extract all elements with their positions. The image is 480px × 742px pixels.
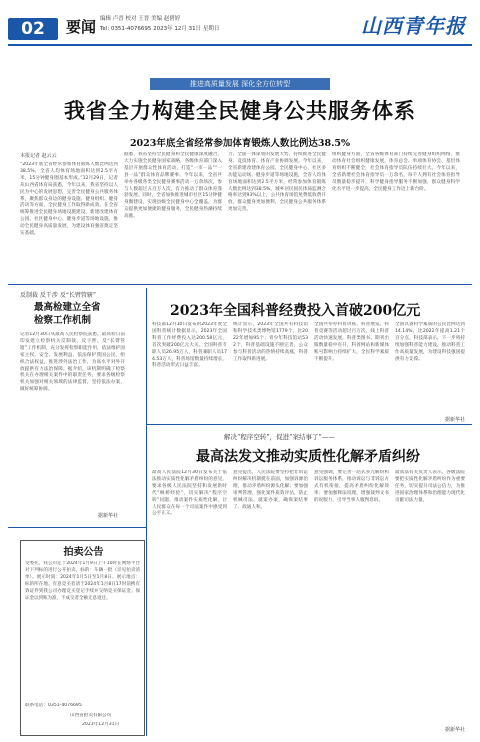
sidebar-article xyxy=(20,290,125,520)
article1-kicker: 推进高质量发展 深化全方位转型 xyxy=(150,78,330,90)
sidebar-body: 记者12月30日从最高人民检察院获悉，最高检日前印发建立检察机关反制裁、反干涉、反“长臂管辖”工作机制，充分发挥检察职能作用，依法维护国家主权、安全、发展利益，依法保护我国公民、组织合法权益，推进涉外法治工作，为高水平对外开放提供有力法治保障。据介绍，该机制明确了检察机关在办理相关案件中的职责任务，要求各级检察机关加强对相关领域的法律监督，坚持依法办案，做好统筹协调。 xyxy=(20,332,125,393)
notice-body: 受委托，我公司定于2024年1月9日上午10时在网络平台对下列标的进行公开拍卖。标的：车辆一批（详见拍卖清单）。展示时间：2024年1月5日至1月8日。展示地点：标的所在地。有意竞买者请于2024年1月8日17时前携有效证件到我公司办理竞买登记手续并交纳竞买保证金。保证金以到账为准，不成交者全额无息退还。 xyxy=(25,561,140,601)
article1-col2: 据悉，我省坚持全民健身和全民健康深度融合，大力实施全民健身国家战略，各级体育部门深入基层开展群众性体育活动，打造“一市一品”“一县一品”群众体育品牌赛事。今年以来，全省共举办各级各类全民健身赛事活动一万余场次，参与人数超过五百万人次，有力推动了群众体育蓬勃发展。同时，全省加快推进城市社区15分钟健身圈建设，实现县级全民健身中心全覆盖，为群众提供更加便捷的健身服务，全民健身热潮持续高涨。 xyxy=(124,152,222,220)
article2-signoff: 据新华社 xyxy=(445,417,466,423)
sidebar-title-line1: 最高检建立全省 xyxy=(34,302,101,313)
article1-byline: 本报记者 赵云云 xyxy=(20,153,57,159)
divider xyxy=(146,424,472,425)
article1-subtitle: 2023年底全省经常参加体育锻炼人数比例达38.5% xyxy=(129,138,351,149)
page-header xyxy=(0,0,480,46)
article3-col3: 意见强调，要完善一站式多元解纷和诉讼服务体系，推动诉讼与非诉讼方式有机衔接，提高矛盾纠纷化解效率；要加强释法说理，增强裁判文书的说服力，引导当事人服判息诉。 xyxy=(314,470,389,503)
column-divider xyxy=(146,288,147,736)
sidebar-kicker: 反制裁 反干涉 反“长臂管辖” xyxy=(20,292,96,299)
article3-col4: 最高法有关负责人表示，各级法院要把实质性化解矛盾纠纷作为重要任务，切实提升司法公信力，为推进国家治理体系和治理能力现代化贡献司法力量。 xyxy=(395,470,465,503)
divider xyxy=(8,284,472,285)
article3-col2: 意见提出，人民法院要坚持把非诉讼纠纷解决机制挺在前面，加强诉源治理，推动矛盾纠纷源头化解；要加强审判管理，强化案件质效评估，防止机械司法、就案办案，确保案结事了、政通人和。 xyxy=(233,470,308,510)
contact-line: Tel: 0351-4076695 2023年 12月 31日 星期日 xyxy=(100,26,220,32)
article2-col2: 统计显示，2023年全国共有科技馆和科学技术类博物馆1779个，比2022年增加95个；青少年科技馆站532个，科普基础设施不断完善，公众参与科普活动的热情持续高涨，科普工作取得新进展。 xyxy=(233,322,308,362)
header-rule xyxy=(8,44,472,46)
article2-col1: 科技部12月30日发布的2023年度全国科普统计数据显示，2023年全国科普工作经费投入达200.58亿元，首次突破200亿元大关。全国科普专职人员26.95万人，科普兼职人员174.53万人，科普场馆数量持续增长，科普活动形式日益丰富。 xyxy=(152,322,227,369)
article3-signoff: 据新华社 xyxy=(445,727,466,733)
divider xyxy=(8,527,146,528)
article3-pre-title: 解决“程序空转”，促进“案结事了”—— xyxy=(224,433,335,441)
article2-col3: 全国共举办科普讲座、科普展览、科普竞赛等活动超过百万次，线上科普活动快速发展，科普类图书、期刊出版数量稳中有升，科普网站和新媒体账号影响力持续扩大，全民科学素质不断提升。 xyxy=(314,322,389,362)
article1-col4: 组织健身方面，全省各级体育部门持续完善健身组织网络，推动体育社会组织健康发展，体育总会、单项体育协会、基层体育组织不断健全，社会体育指导员队伍持续壮大。今年以来，全省新增社会体育指导员一万余名，每千人拥有社会体育指导员数量稳步提升，科学健身指导服务不断加强，群众健身科学化水平进一步提高，全民健身工作迈上新台阶。 xyxy=(332,152,460,192)
editor-line: 编辑 卢晋 校对 王晋 美编 赵碧婷 xyxy=(100,16,181,22)
article1-col1: “2023年底全省经常参加体育锻炼人数比例达到38.5%，全省人均体育场地面积达到2.5平方米，15分钟健身圈基本形成。”12月29日，记者从山西省体育局获悉，今年以来，我省坚持以人民为中心的发展思想，完善全民健身公共服务体系，聚焦群众身边的健身设施、健身组织、健身活动等方面，全民健身工作取得新成效。在全省统筹推进全民健身场地设施建设，新建改建体育公园、社区健身中心、健身步道等场地设施，推动全民健身高质量发展，为建设体育强省奠定坚实基础。 xyxy=(20,162,118,237)
sidebar-signoff: 据新华社 xyxy=(98,513,119,519)
notice-company: 山西省拍卖有限公司 xyxy=(70,713,112,718)
article2-col4: 全国具备科学素质的公民比例达到14.14%，比2022年提高1.21个百分点。科技部表示，下一步将持续加强科普能力建设，推动科普工作高质量发展，为建设科技强国提供有力支撑。 xyxy=(395,322,465,362)
article3-col1: 最高人民法院12月30日发布关于依法推动实质性化解矛盾纠纷的意见，要求各级人民法院坚持和发展新时代“枫桥经验”，切实解决“程序空转”问题，推动案件实质性化解，让人民群众在每一个司法案件中感受到公平正义。 xyxy=(152,470,227,517)
notice-contact: 联系电话：0351-4076695 xyxy=(25,703,82,708)
article2-title: 2023年全国科普经费投入首破200亿元 xyxy=(170,303,421,319)
page-number: 02 xyxy=(8,18,58,40)
section-title: 要闻 xyxy=(66,18,97,36)
sidebar-title-line2: 检察工作机制 xyxy=(34,315,92,326)
article3-title: 最高法发文推动实质性化解矛盾纠纷 xyxy=(196,449,420,465)
article1-title: 我省全力构建全民健身公共服务体系 xyxy=(64,98,416,123)
newspaper-logo: 山西青年报 xyxy=(361,14,466,38)
article1-col3: 力、全面一体谋划的发展大势，持续推进全民健身、竞技体育、体育产业协调发展。今年以来，全省新建改建体育公园、全民健身中心、社区多功能运动场、健身步道等场地设施，全省人均体育场地面积达到2.5平方米，经常参加体育锻炼人数比例达到38.5%，城乡居民国民体质监测合格率达到93%以上，公共体育场馆免费低收费开放，群众健身更加便利，全民健身公共服务体系更加完善。 xyxy=(228,152,326,213)
notice-title: 拍卖公告 xyxy=(63,547,104,558)
notice-date: 2023年12月31日 xyxy=(82,722,120,727)
